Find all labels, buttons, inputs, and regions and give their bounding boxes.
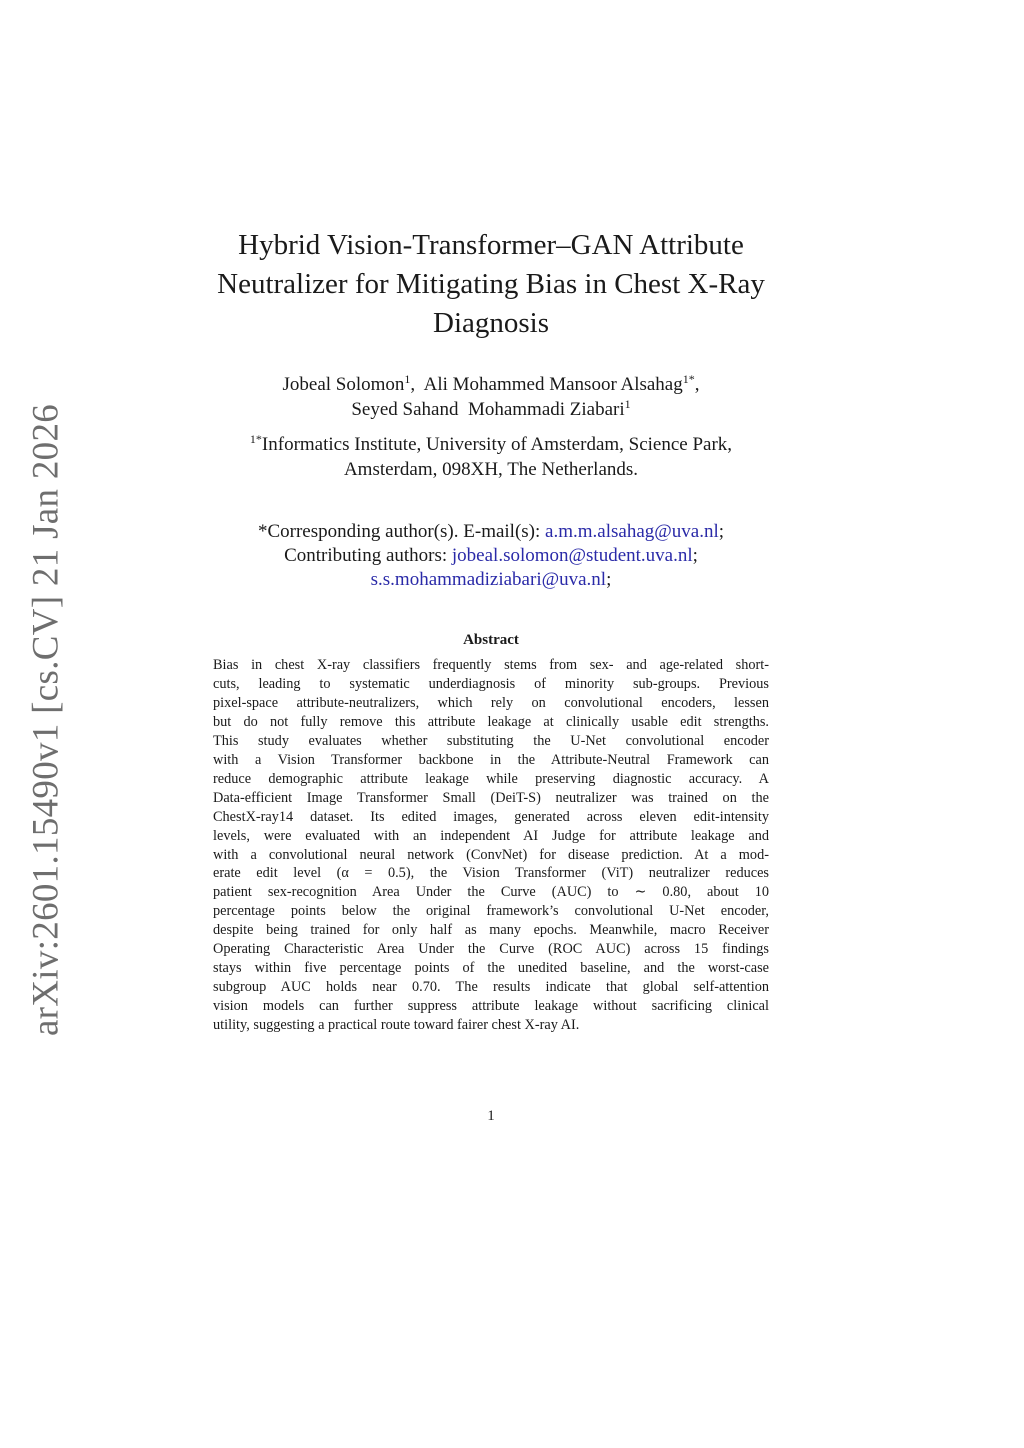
abstract-line: utility, suggesting a practical route toward fairer chest X-ray AI. — [213, 1017, 580, 1034]
abstract-line: ChestX-ray14 dataset. Its edited images, generated across eleven edit-intensity — [213, 808, 769, 825]
abstract-line: Bias in chest X-ray classifiers frequently stems from sex- and age-related short- — [213, 657, 769, 673]
title-line: Hybrid Vision-Transformer–GAN Attribute — [238, 229, 744, 261]
author-line — [196, 372, 786, 397]
affiliation-text: Informatics Institute, University of Amsterdam, Science Park, — [261, 434, 733, 455]
punctuation: ; — [692, 545, 698, 566]
abstract-line: with a convolutional neural network (ConvNet) for disease prediction. At a mod- — [213, 846, 769, 863]
page-number: 1 — [487, 1108, 495, 1124]
abstract-line: subgroup AUC holds near 0.70. The results indicate that global self-attention — [213, 979, 769, 996]
affiliation-marker: 1* — [249, 432, 262, 446]
abstract-line: with a Vision Transformer backbone in the Attribute-Neutral Framework can — [213, 751, 769, 768]
punctuation: ; — [606, 569, 612, 590]
abstract-heading: Abstract — [463, 632, 519, 648]
author-name: Ali Mohammed Mansoor Alsahag — [423, 374, 683, 395]
abstract-line: Operating Characteristic Area Under the Curve (ROC AUC) across 15 findings — [213, 941, 769, 958]
paper-title — [196, 226, 786, 343]
affiliation-line — [196, 432, 786, 457]
corresponding-email-link[interactable]: a.m.m.alsahag@uva.nl — [545, 521, 719, 542]
author-list — [196, 372, 786, 422]
corresponding-line — [196, 520, 786, 544]
contributing-line — [196, 544, 786, 568]
arxiv-identifier-stamp: arXiv:2601.15490v1 [cs.CV] 21 Jan 2026 — [25, 403, 67, 1037]
contributing-label: Contributing authors: — [284, 545, 452, 566]
abstract-line: Data-efficient Image Transformer Small (DeiT-S) neutralizer was trained on the — [213, 789, 769, 806]
author-separator: , — [694, 374, 700, 395]
affiliation — [196, 432, 786, 482]
title-line: Neutralizer for Mitigating Bias in Chest X-Ray — [217, 268, 765, 300]
contributing-email-link[interactable]: s.s.mohammadiziabari@uva.nl — [370, 569, 607, 590]
author-line — [196, 397, 786, 422]
title-line: Diagnosis — [433, 307, 549, 339]
affiliation-line: Amsterdam, 098XH, The Netherlands. — [343, 459, 639, 480]
abstract-line: but do not fully remove this attribute leakage at clinically usable edit strengths. — [213, 713, 769, 730]
punctuation: ; — [718, 521, 724, 542]
abstract-line: stays within five percentage points of the unedited baseline, and the worst-case — [213, 960, 769, 977]
author-affiliation-marker: 1 — [404, 372, 411, 386]
contributing-line — [196, 568, 786, 592]
author-name: Seyed Sahand Mohammadi Ziabari — [351, 399, 625, 420]
contributing-email-link[interactable]: jobeal.solomon@student.uva.nl — [451, 545, 693, 566]
abstract-line: patient sex-recognition Area Under the Curve (AUC) to ∼ 0.80, about 10 — [213, 884, 769, 901]
abstract-body — [213, 656, 769, 1035]
abstract-line: vision models can further suppress attribute leakage without sacrificing clinical — [213, 998, 769, 1015]
abstract-line: percentage points below the original framework’s convolutional U-Net encoder, — [213, 903, 769, 920]
corresponding-label: *Corresponding author(s). E-mail(s): — [257, 521, 546, 542]
author-separator: , — [410, 374, 424, 395]
abstract-line: reduce demographic attribute leakage while preserving diagnostic accuracy. A — [213, 770, 769, 787]
author-affiliation-marker: 1 — [624, 397, 631, 411]
author-affiliation-marker: 1* — [682, 372, 695, 386]
abstract-line: cuts, leading to systematic underdiagnosis of minority sub-groups. Previous — [213, 675, 769, 692]
abstract-line: despite being trained for only half as many epochs. Meanwhile, macro Receiver — [213, 922, 769, 939]
abstract-line: erate edit level (α = 0.5), the Vision Transformer (ViT) neutralizer reduces — [213, 865, 769, 882]
abstract-line: pixel-space attribute-neutralizers, which rely on convolutional encoders, lessen — [213, 694, 769, 711]
abstract-line: This study evaluates whether substituting the U-Net convolutional encoder — [213, 732, 769, 749]
author-name: Jobeal Solomon — [282, 374, 405, 395]
correspondence-block — [196, 520, 786, 592]
abstract-line: levels, were evaluated with an independent AI Judge for attribute leakage and — [213, 827, 769, 844]
